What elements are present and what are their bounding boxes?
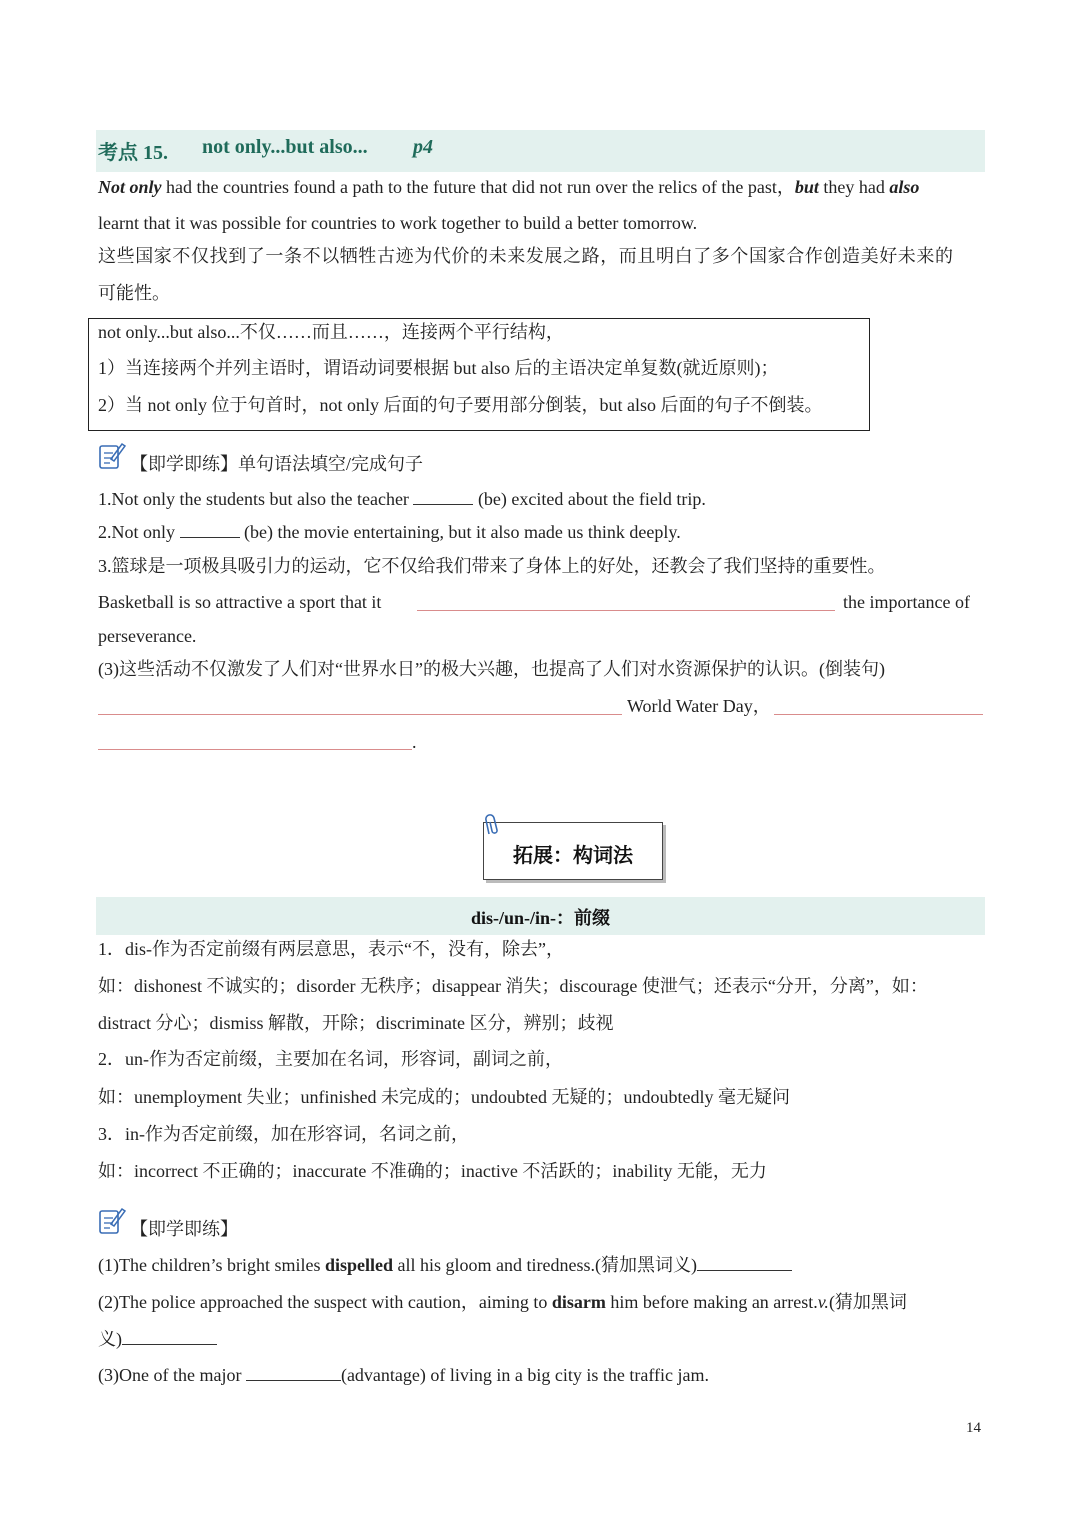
practice2-q2-text-b: him before making an arrest. <box>605 1292 818 1312</box>
practice1-q3-zh: 3.篮球是一项极具吸引力的运动，它不仅给我们带来了身体上的好处，还教会了我们坚持的重要性。 <box>98 556 886 576</box>
example-zh-line1: 这些国家不仅找到了一条不以牺牲古迹为代价的未来发展之路，而且明白了多个国家合作创造美好未来的 <box>98 246 954 266</box>
practice2-q1 <box>98 1254 792 1276</box>
practice2-q1-blank[interactable] <box>697 1254 792 1271</box>
practice1-q2 <box>98 521 681 543</box>
example-zh-line2: 可能性。 <box>98 283 170 303</box>
un-example: 如：unemployment 失业；unfinished 未完成的；undoubted 无疑的；undoubtedly 毫无疑问 <box>98 1087 790 1107</box>
practice2-q2-blank[interactable] <box>122 1328 217 1345</box>
in-title: 3．in-作为否定前缀，加在形容词，名词之前， <box>98 1124 469 1144</box>
practice1-q4-blank3[interactable] <box>98 733 412 750</box>
practice2-q2-text-d: 义) <box>98 1329 122 1349</box>
dis-example2: distract 分心；dismiss 解散，开除；discriminate 区分，辨别；歧视 <box>98 1013 614 1033</box>
practice1-q1-text-a: 1.Not only the students but also the teacher <box>98 489 414 509</box>
rule-line3: 2）当 not only 位于句首时，not only 后面的句子要用部分倒装，but also 后面的句子不倒装。 <box>98 395 823 415</box>
practice2-q3 <box>98 1364 709 1386</box>
practice1-q4-mid: World Water Day， <box>627 696 771 716</box>
practice2-q3-text-b: (advantage) of living in a big city is the traffic jam. <box>340 1365 710 1385</box>
practice1-q1 <box>98 488 706 510</box>
example-en-line1 <box>98 176 919 198</box>
practice2-q3-blank[interactable] <box>246 1364 341 1381</box>
practice1-q2-text-b: (be) the movie entertaining, but it also made us think deeply. <box>239 522 681 542</box>
practice1-q1-text-b: (be) excited about the field trip. <box>473 489 706 509</box>
practice2-q2-line2 <box>98 1328 217 1350</box>
practice2-q2-text-a: (2)The police approached the suspect with caution，aiming to <box>98 1292 552 1312</box>
practice1-heading: 【即学即练】单句语法填空/完成句子 <box>130 454 423 474</box>
example-bold-notonly: Not only <box>98 177 162 197</box>
in-example: 如：incorrect 不正确的；inaccurate 不准确的；inactive 不活跃的；inability 无能，无力 <box>98 1161 767 1181</box>
practice2-q1-bold-word: dispelled <box>324 1255 393 1275</box>
practice1-q2-text-a: 2.Not only <box>98 522 180 542</box>
practice2-q2 <box>98 1291 907 1313</box>
practice2-q2-bold-word: disarm <box>551 1292 606 1312</box>
practice1-q4-blank1[interactable] <box>98 698 622 715</box>
rule-line1: not only...but also...不仅……而且……，连接两个平行结构， <box>98 322 564 342</box>
practice1-q3-blank[interactable] <box>417 594 835 611</box>
practice1-q1-blank[interactable] <box>413 488 473 505</box>
page-number: 14 <box>966 1420 981 1436</box>
note-pencil-icon <box>98 441 126 471</box>
example-en-text1: had the countries found a path to the future that did not run over the relics of the past， <box>161 177 795 197</box>
section-title: 拓展：构词法 <box>513 843 633 867</box>
dis-example1: 如：dishonest 不诚实的；disorder 无秩序；disappear 消失；discourage 使泄气；还表示“分开，分离”，如： <box>98 976 928 996</box>
practice2-q1-text-b: all his gloom and tiredness.(猜加黑词义) <box>392 1255 697 1275</box>
example-en-text2: they had <box>818 177 890 197</box>
practice1-q2-blank[interactable] <box>180 521 240 538</box>
kaodian-label: 考点 15. <box>98 142 168 164</box>
practice1-q3-en-c: perseverance. <box>98 626 197 646</box>
practice2-q2-text-c: (猜加黑词 <box>828 1292 907 1312</box>
kaodian-page-ref: p4 <box>413 136 433 158</box>
practice2-q2-pos: v. <box>817 1292 829 1312</box>
practice1-q3-en-b: the importance of <box>843 592 970 612</box>
kaodian-heading <box>96 130 985 172</box>
practice1-q4-end: . <box>412 732 417 752</box>
example-bold-also: also <box>889 177 920 197</box>
rule-line2: 1）当连接两个并列主语时，谓语动词要根据 but also 后的主语决定单复数(就近原则)； <box>98 358 779 378</box>
paperclip-icon <box>483 814 503 838</box>
un-title: 2．un-作为否定前缀，主要加在名词，形容词，副词之前， <box>98 1049 563 1069</box>
practice2-q3-text-a: (3)One of the major <box>98 1365 246 1385</box>
prefix-subhead-text: dis-/un-/in-：前缀 <box>470 908 611 928</box>
example-en-line2: learnt that it was possible for countries to work together to build a better tomorrow. <box>98 213 698 233</box>
practice1-q4-zh: (3)这些活动不仅激发了人们对“世界水日”的极大兴趣，也提高了人们对水资源保护的认识。(倒装句) <box>98 659 885 679</box>
section-badge <box>483 822 663 880</box>
practice2-q1-text-a: (1)The children’s bright smiles <box>98 1255 325 1275</box>
prefix-subhead <box>96 897 985 935</box>
practice1-q4-blank2[interactable] <box>774 698 983 715</box>
dis-title: 1．dis-作为否定前缀有两层意思，表示“不，没有，除去”， <box>98 939 564 959</box>
kaodian-title: not only...but also... <box>202 136 368 158</box>
practice1-q3-en-a: Basketball is so attractive a sport that it <box>98 592 382 612</box>
practice2-heading: 【即学即练】 <box>130 1219 238 1239</box>
example-bold-but: but <box>794 177 819 197</box>
note-pencil-icon <box>98 1206 126 1236</box>
